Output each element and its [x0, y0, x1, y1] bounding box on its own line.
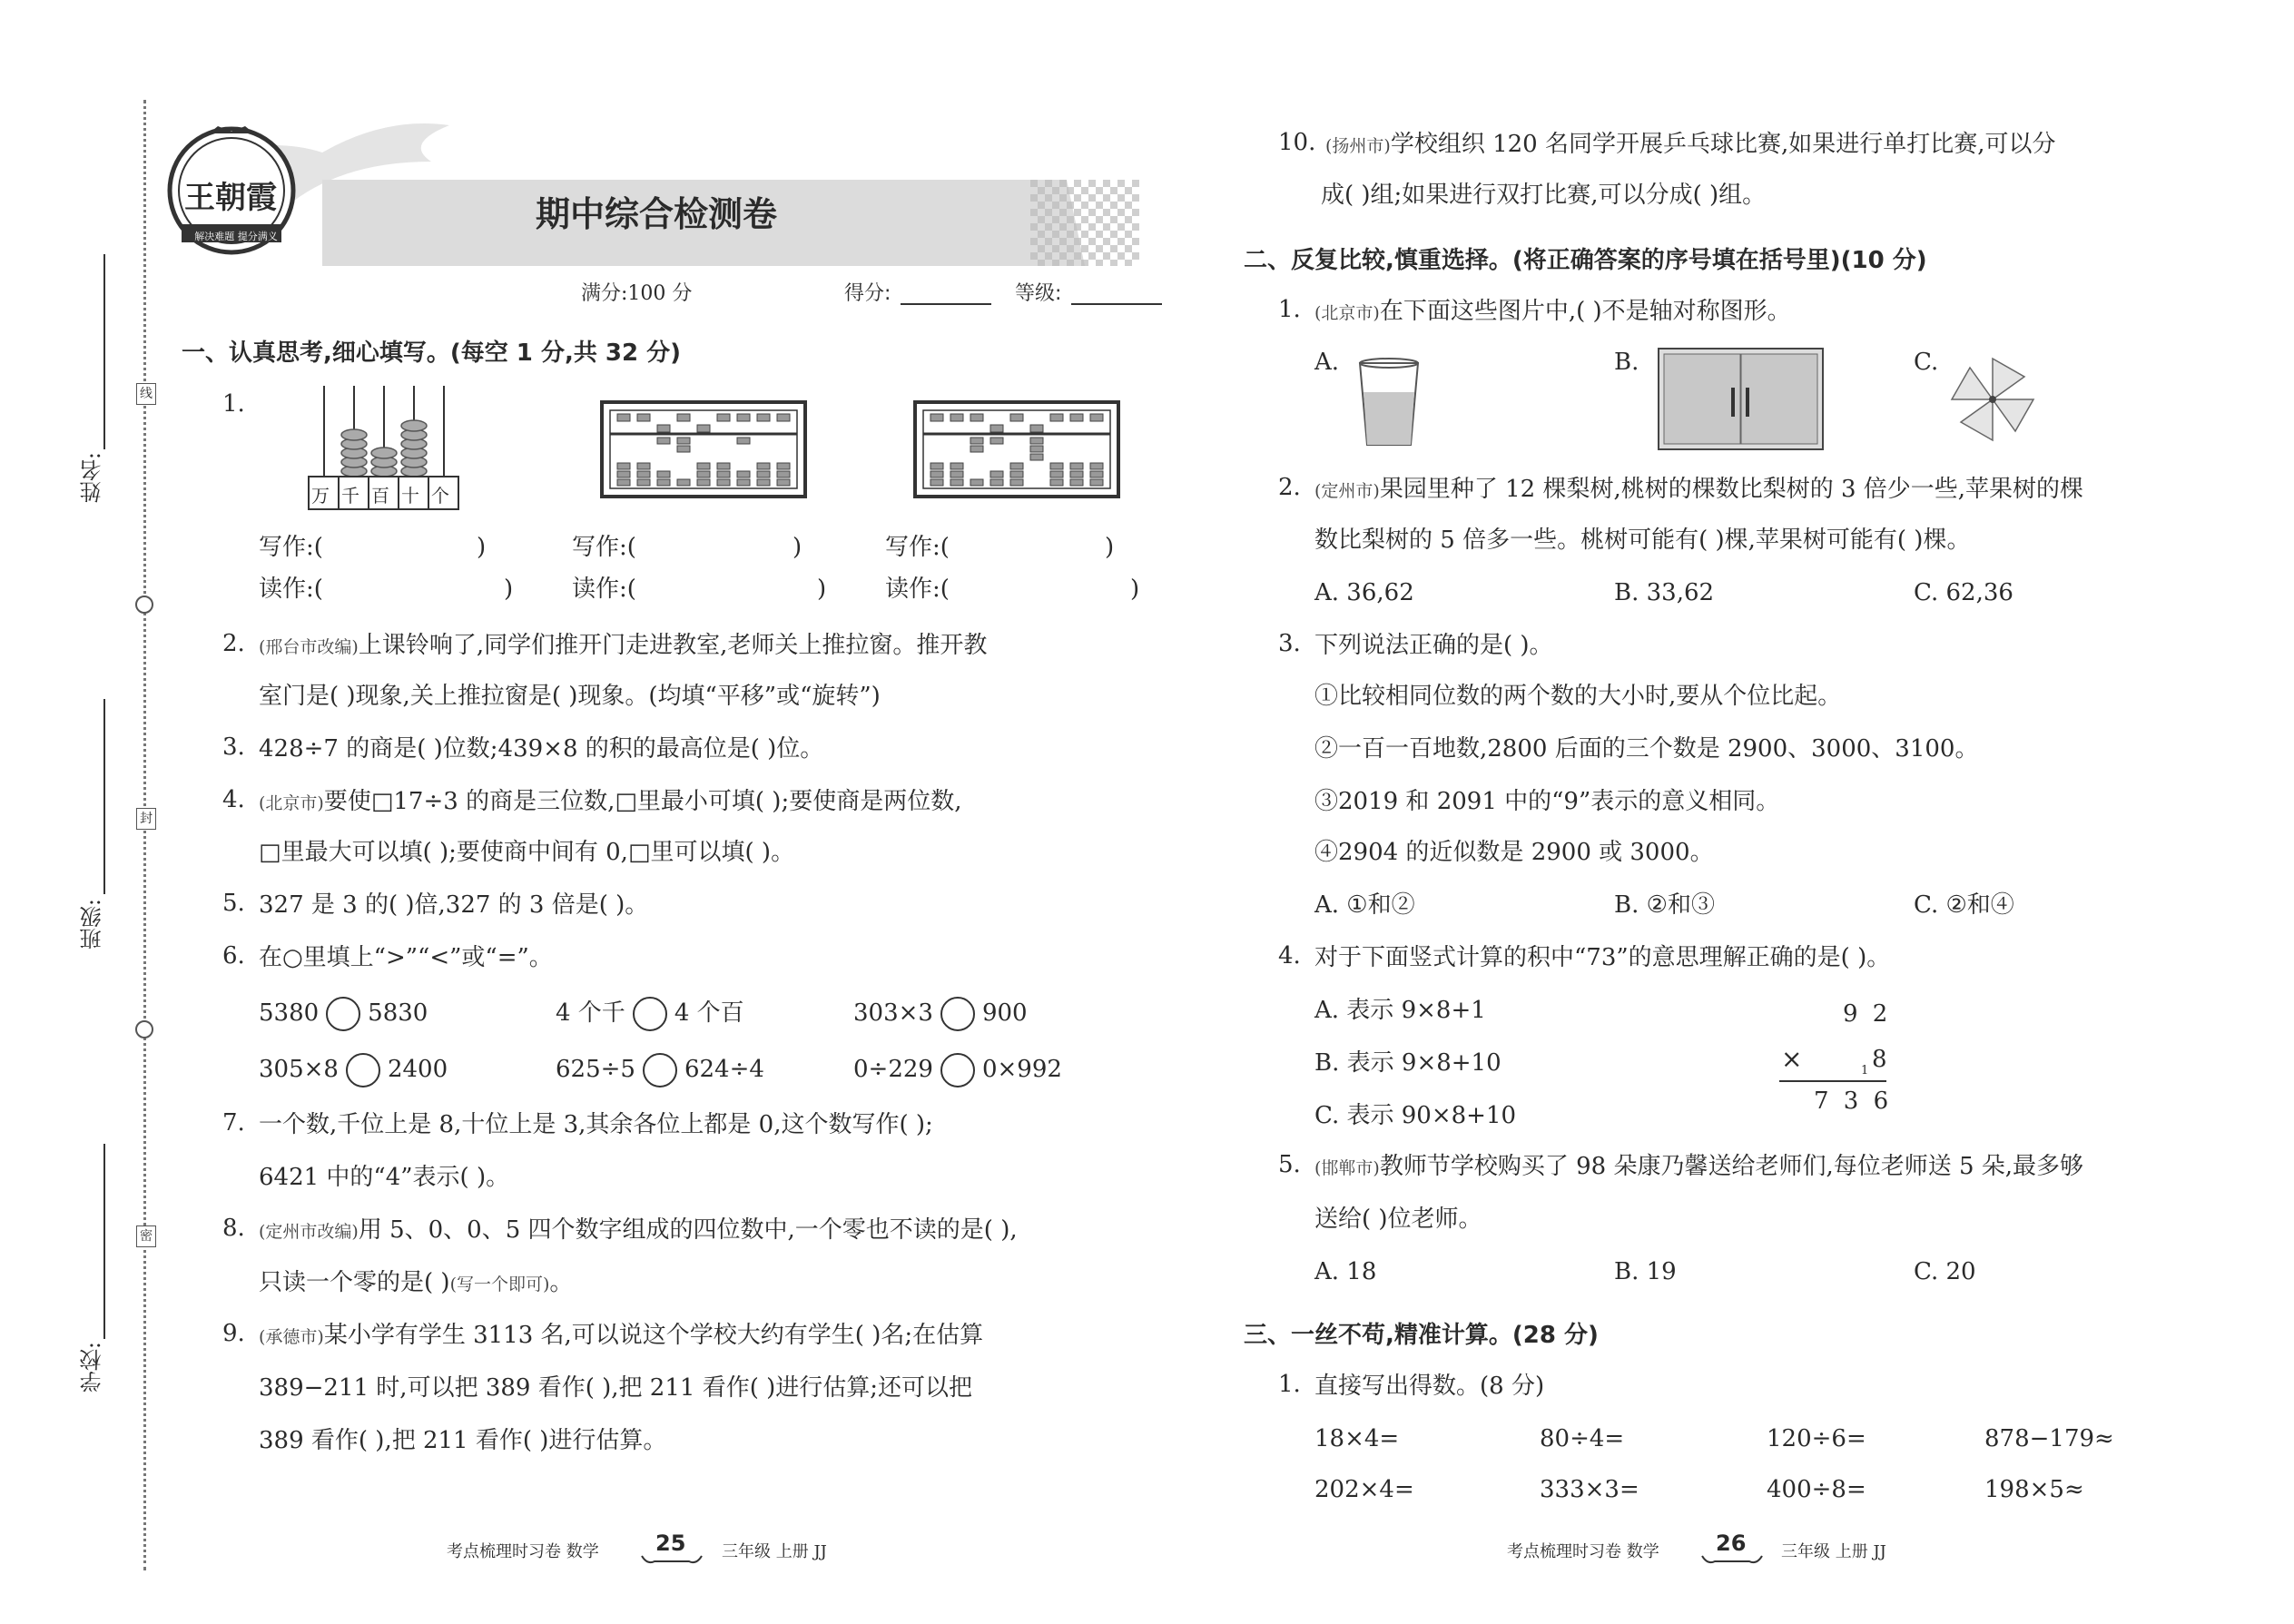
compare-circle[interactable] — [346, 1053, 380, 1088]
class-label: 班级: — [80, 899, 105, 950]
q7-text-1: 一个数,千位上是 8,十位上是 3,其余各位上都是 0,这个数写作( ); — [259, 1111, 933, 1138]
q4-text-1: 要使□17÷3 的商是三位数,□里最小可填( );要使商是两位数, — [323, 788, 962, 815]
c5-source: (邯郸市) — [1314, 1158, 1380, 1178]
c4-number: 4. — [1278, 942, 1301, 969]
abacus-label-wan: 万 — [311, 485, 330, 507]
seal-label-2: 封 — [136, 808, 156, 830]
swirl-icon — [135, 1020, 153, 1038]
q1-write-3: 写作:( — [885, 534, 950, 561]
c5-text-1: 教师节学校购买了 98 朵康乃馨送给老师们,每位老师送 5 朵,最多够 — [1379, 1153, 2084, 1180]
swirl-icon — [135, 595, 153, 614]
c3-option-b[interactable]: B. ②和③ — [1614, 891, 1715, 919]
calc-item: 202×4= — [1314, 1476, 1414, 1503]
c2-text-1: 果园里种了 12 棵梨树,桃树的棵数比梨树的 3 倍少一些,苹果树的棵 — [1379, 476, 2084, 503]
q10-line-1 — [1325, 129, 2056, 162]
class-field-line[interactable] — [103, 699, 105, 894]
score-label: 得分: — [844, 282, 891, 305]
abacus-label-shi: 十 — [401, 485, 419, 507]
q1-read-2: 读作:( — [572, 576, 636, 603]
c1-source: (北京市) — [1314, 303, 1380, 323]
grade-field[interactable] — [1071, 303, 1162, 305]
q5-number: 5. — [222, 890, 245, 917]
q8-line-2: 只读一个零的是( )(写一个即可)。 — [259, 1269, 574, 1296]
calc-item: 18×4= — [1314, 1425, 1400, 1452]
section-3-heading: 三、一丝不苟,精准计算。(28 分) — [1244, 1322, 1599, 1349]
abacus-label-qian: 千 — [341, 485, 359, 507]
c3-statement-1: ①比较相同位数的两个数的大小时,要从个位比起。 — [1314, 683, 1842, 710]
q1-write-1: 写作:( — [259, 534, 323, 561]
q1-close: ) — [817, 576, 827, 603]
c5-option-c[interactable]: C. 20 — [1914, 1258, 1976, 1285]
school-field-line[interactable] — [103, 1144, 105, 1339]
calc-item: 80÷4= — [1540, 1425, 1625, 1452]
binding-line — [143, 100, 146, 1570]
c2-number: 2. — [1278, 474, 1301, 501]
c3-statement-3: ③2019 和 2091 中的“9”表示的意义相同。 — [1314, 788, 1780, 815]
page-number-underline — [1700, 1554, 1764, 1567]
q8-text-1: 用 5、0、0、5 四个数字组成的四位数中,一个零也不读的是( ), — [358, 1216, 1018, 1244]
q8-hint: (写一个即可) — [449, 1275, 550, 1294]
q3-number: 3. — [222, 733, 245, 761]
q1-write-2: 写作:( — [572, 534, 636, 561]
vertical-calc-times: × — [1781, 1044, 1803, 1074]
abacus-label-bai: 百 — [371, 485, 389, 507]
compare-circle[interactable] — [326, 997, 360, 1031]
q4-line-1 — [259, 786, 961, 819]
q10-source: (扬州市) — [1325, 136, 1391, 156]
q6-item: 305×8 2400 — [259, 1053, 448, 1088]
page-number: 26 — [1716, 1530, 1747, 1556]
c5-text-2: 送给( )位老师。 — [1314, 1206, 1482, 1233]
q8-line-1 — [259, 1215, 1018, 1247]
q4-number: 4. — [222, 786, 245, 813]
c3-text: 下列说法正确的是( )。 — [1314, 632, 1553, 659]
k1-number: 1. — [1278, 1371, 1301, 1398]
c3-statement-2: ②一百一百地数,2800 后面的三个数是 2900、3000、3100。 — [1314, 735, 1979, 763]
compare-circle[interactable] — [940, 1053, 975, 1088]
c4-option-c[interactable]: C. 表示 90×8+10 — [1314, 1102, 1517, 1129]
q6-item: 4 个千 4 个百 — [556, 997, 744, 1031]
q7-text-2: 6421 中的“4”表示( )。 — [259, 1164, 510, 1191]
c2-option-a[interactable]: A. 36,62 — [1314, 579, 1414, 606]
q6-item: 0÷229 0×992 — [853, 1053, 1062, 1088]
q1-close: ) — [477, 534, 487, 561]
logo-text: 王朝霞 — [184, 180, 277, 216]
compare-circle[interactable] — [633, 997, 667, 1031]
c3-option-a[interactable]: A. ①和② — [1314, 891, 1415, 919]
pinwheel-image — [1943, 349, 2043, 449]
page-number-underline — [640, 1554, 704, 1567]
calc-item: 198×5≈ — [1984, 1476, 2084, 1503]
q6-item: 625÷5 624÷4 — [556, 1053, 764, 1088]
vertical-calc-rule — [1779, 1080, 1886, 1082]
q10-number: 10. — [1278, 129, 1316, 156]
abacus-3 — [912, 399, 1121, 499]
footer-grade: 三年级 上册 JJ — [1781, 1542, 1886, 1561]
c2-option-b[interactable]: B. 33,62 — [1614, 579, 1715, 606]
q4-text-2: □里最大可以填( );要使商中间有 0,□里可以填( )。 — [259, 839, 795, 866]
score-field[interactable] — [901, 303, 991, 305]
section-2-heading: 二、反复比较,慎重选择。(将正确答案的序号填在括号里)(10 分) — [1244, 247, 1927, 274]
abacus-2 — [599, 399, 808, 499]
vertical-calc-result: 7 3 6 — [1814, 1088, 1893, 1115]
q8-number: 8. — [222, 1215, 245, 1242]
q6-number: 6. — [222, 942, 245, 969]
c5-line-1 — [1314, 1151, 2083, 1184]
c2-text-2: 数比梨树的 5 倍多一些。桃树可能有( )棵,苹果树可能有( )棵。 — [1314, 527, 1971, 554]
vertical-calc-multiplier: 8 — [1872, 1046, 1887, 1073]
q6-item: 303×3 900 — [853, 997, 1028, 1031]
q9-line-1 — [259, 1320, 983, 1353]
q9-text-1: 某小学有学生 3113 名,可以说这个学校大约有学生( )名;在估算 — [323, 1322, 984, 1349]
q9-text-2: 389−211 时,可以把 389 看作( ),把 211 看作( )进行估算;还可以把 — [259, 1374, 973, 1402]
q1-read-3: 读作:( — [885, 576, 950, 603]
c1-number: 1. — [1278, 296, 1301, 323]
section-1-heading: 一、认真思考,细心填写。(每空 1 分,共 32 分) — [182, 340, 681, 367]
q2-text-2: 室门是( )现象,关上推拉窗是( )现象。(均填“平移”或“旋转”) — [259, 683, 881, 710]
page-number: 25 — [655, 1530, 686, 1556]
compare-circle[interactable] — [643, 1053, 677, 1088]
q2-text-1: 上课铃响了,同学们推开门走进教室,老师关上推拉窗。推开教 — [358, 632, 988, 659]
name-label: 姓名: — [80, 452, 105, 504]
cabinet-image — [1657, 347, 1825, 451]
q1-close: ) — [793, 534, 802, 561]
q9-text-3: 389 看作( ),把 211 看作( )进行估算。 — [259, 1427, 667, 1454]
glass-image — [1353, 356, 1425, 451]
exam-title: 期中综合检测卷 — [536, 194, 778, 234]
c3-number: 3. — [1278, 630, 1301, 657]
q5-text: 327 是 3 的( )倍,327 的 3 倍是( )。 — [259, 891, 649, 919]
q2-line-1 — [259, 630, 987, 663]
calc-item: 333×3= — [1540, 1476, 1639, 1503]
c4-option-b[interactable]: B. 表示 9×8+10 — [1314, 1049, 1501, 1077]
c1-option-c[interactable]: C. — [1914, 349, 1939, 376]
q6-text: 在○里填上“>”“<”或“=”。 — [259, 944, 553, 971]
q1-number: 1. — [222, 390, 245, 418]
q9-source: (承德市) — [259, 1327, 324, 1347]
k1-text: 直接写出得数。(8 分) — [1314, 1373, 1545, 1400]
c1-line-1 — [1314, 296, 1791, 329]
c5-option-b[interactable]: B. 19 — [1614, 1258, 1677, 1285]
c4-option-a[interactable]: A. 表示 9×8+1 — [1314, 997, 1486, 1024]
q3-text: 428÷7 的商是( )位数;439×8 的积的最高位是( )位。 — [259, 735, 824, 763]
q8-source: (定州市改编) — [259, 1222, 359, 1242]
school-label: 学校: — [80, 1342, 105, 1393]
footer-book: 考点梳理时习卷 数学 — [1507, 1542, 1659, 1561]
c5-number: 5. — [1278, 1151, 1301, 1178]
compare-circle[interactable] — [940, 997, 975, 1031]
c2-option-c[interactable]: C. 62,36 — [1914, 579, 2013, 606]
c4-text: 对于下面竖式计算的积中“73”的意思理解正确的是( )。 — [1314, 944, 1891, 971]
c1-text: 在下面这些图片中,( )不是轴对称图形。 — [1379, 298, 1791, 325]
c3-option-c[interactable]: C. ②和④ — [1914, 891, 2014, 919]
c3-statement-4: ④2904 的近似数是 2900 或 3000。 — [1314, 839, 1714, 866]
c5-option-a[interactable]: A. 18 — [1314, 1258, 1377, 1285]
calc-item: 120÷6= — [1767, 1425, 1866, 1452]
q8-text-2: 只读一个零的是( ) — [259, 1269, 450, 1296]
vertical-calc-carry: 1 — [1861, 1064, 1869, 1078]
q4-source: (北京市) — [259, 793, 324, 813]
abacus-1 — [304, 386, 477, 513]
abacus-label-ge: 个 — [431, 485, 449, 507]
seal-label-1: 线 — [136, 383, 156, 405]
q1-close: ) — [1130, 576, 1140, 603]
q9-number: 9. — [222, 1320, 245, 1347]
q6-item: 5380 5830 — [259, 997, 428, 1031]
seal-label-3: 密 — [136, 1225, 156, 1247]
calc-item: 400÷8= — [1767, 1476, 1866, 1503]
q1-close: ) — [504, 576, 514, 603]
name-field-line[interactable] — [103, 254, 105, 449]
q2-number: 2. — [222, 630, 245, 657]
logo-subtext: 解决难题 提分满义 — [194, 231, 278, 242]
c2-source: (定州市) — [1314, 481, 1380, 501]
full-score: 满分:100 分 — [581, 282, 693, 305]
calc-item: 878−179≈ — [1984, 1425, 2114, 1452]
vertical-calc-top: 9 2 — [1843, 1000, 1892, 1028]
q1-close: ) — [1105, 534, 1115, 561]
q1-read-1: 读作:( — [259, 576, 323, 603]
footer-book: 考点梳理时习卷 数学 — [447, 1542, 599, 1561]
q7-number: 7. — [222, 1109, 245, 1137]
q10-text-1: 学校组织 120 名同学开展乒乓球比赛,如果进行单打比赛,可以分 — [1390, 131, 2056, 158]
c1-option-a[interactable]: A. — [1314, 349, 1340, 376]
q10-text-2: 成( )组;如果进行双打比赛,可以分成( )组。 — [1321, 182, 1767, 209]
q2-source: (邢台市改编) — [259, 637, 359, 657]
footer-grade: 三年级 上册 JJ — [722, 1542, 827, 1561]
grade-label: 等级: — [1015, 282, 1062, 305]
c2-line-1 — [1314, 474, 2083, 507]
c1-option-b[interactable]: B. — [1614, 349, 1639, 376]
